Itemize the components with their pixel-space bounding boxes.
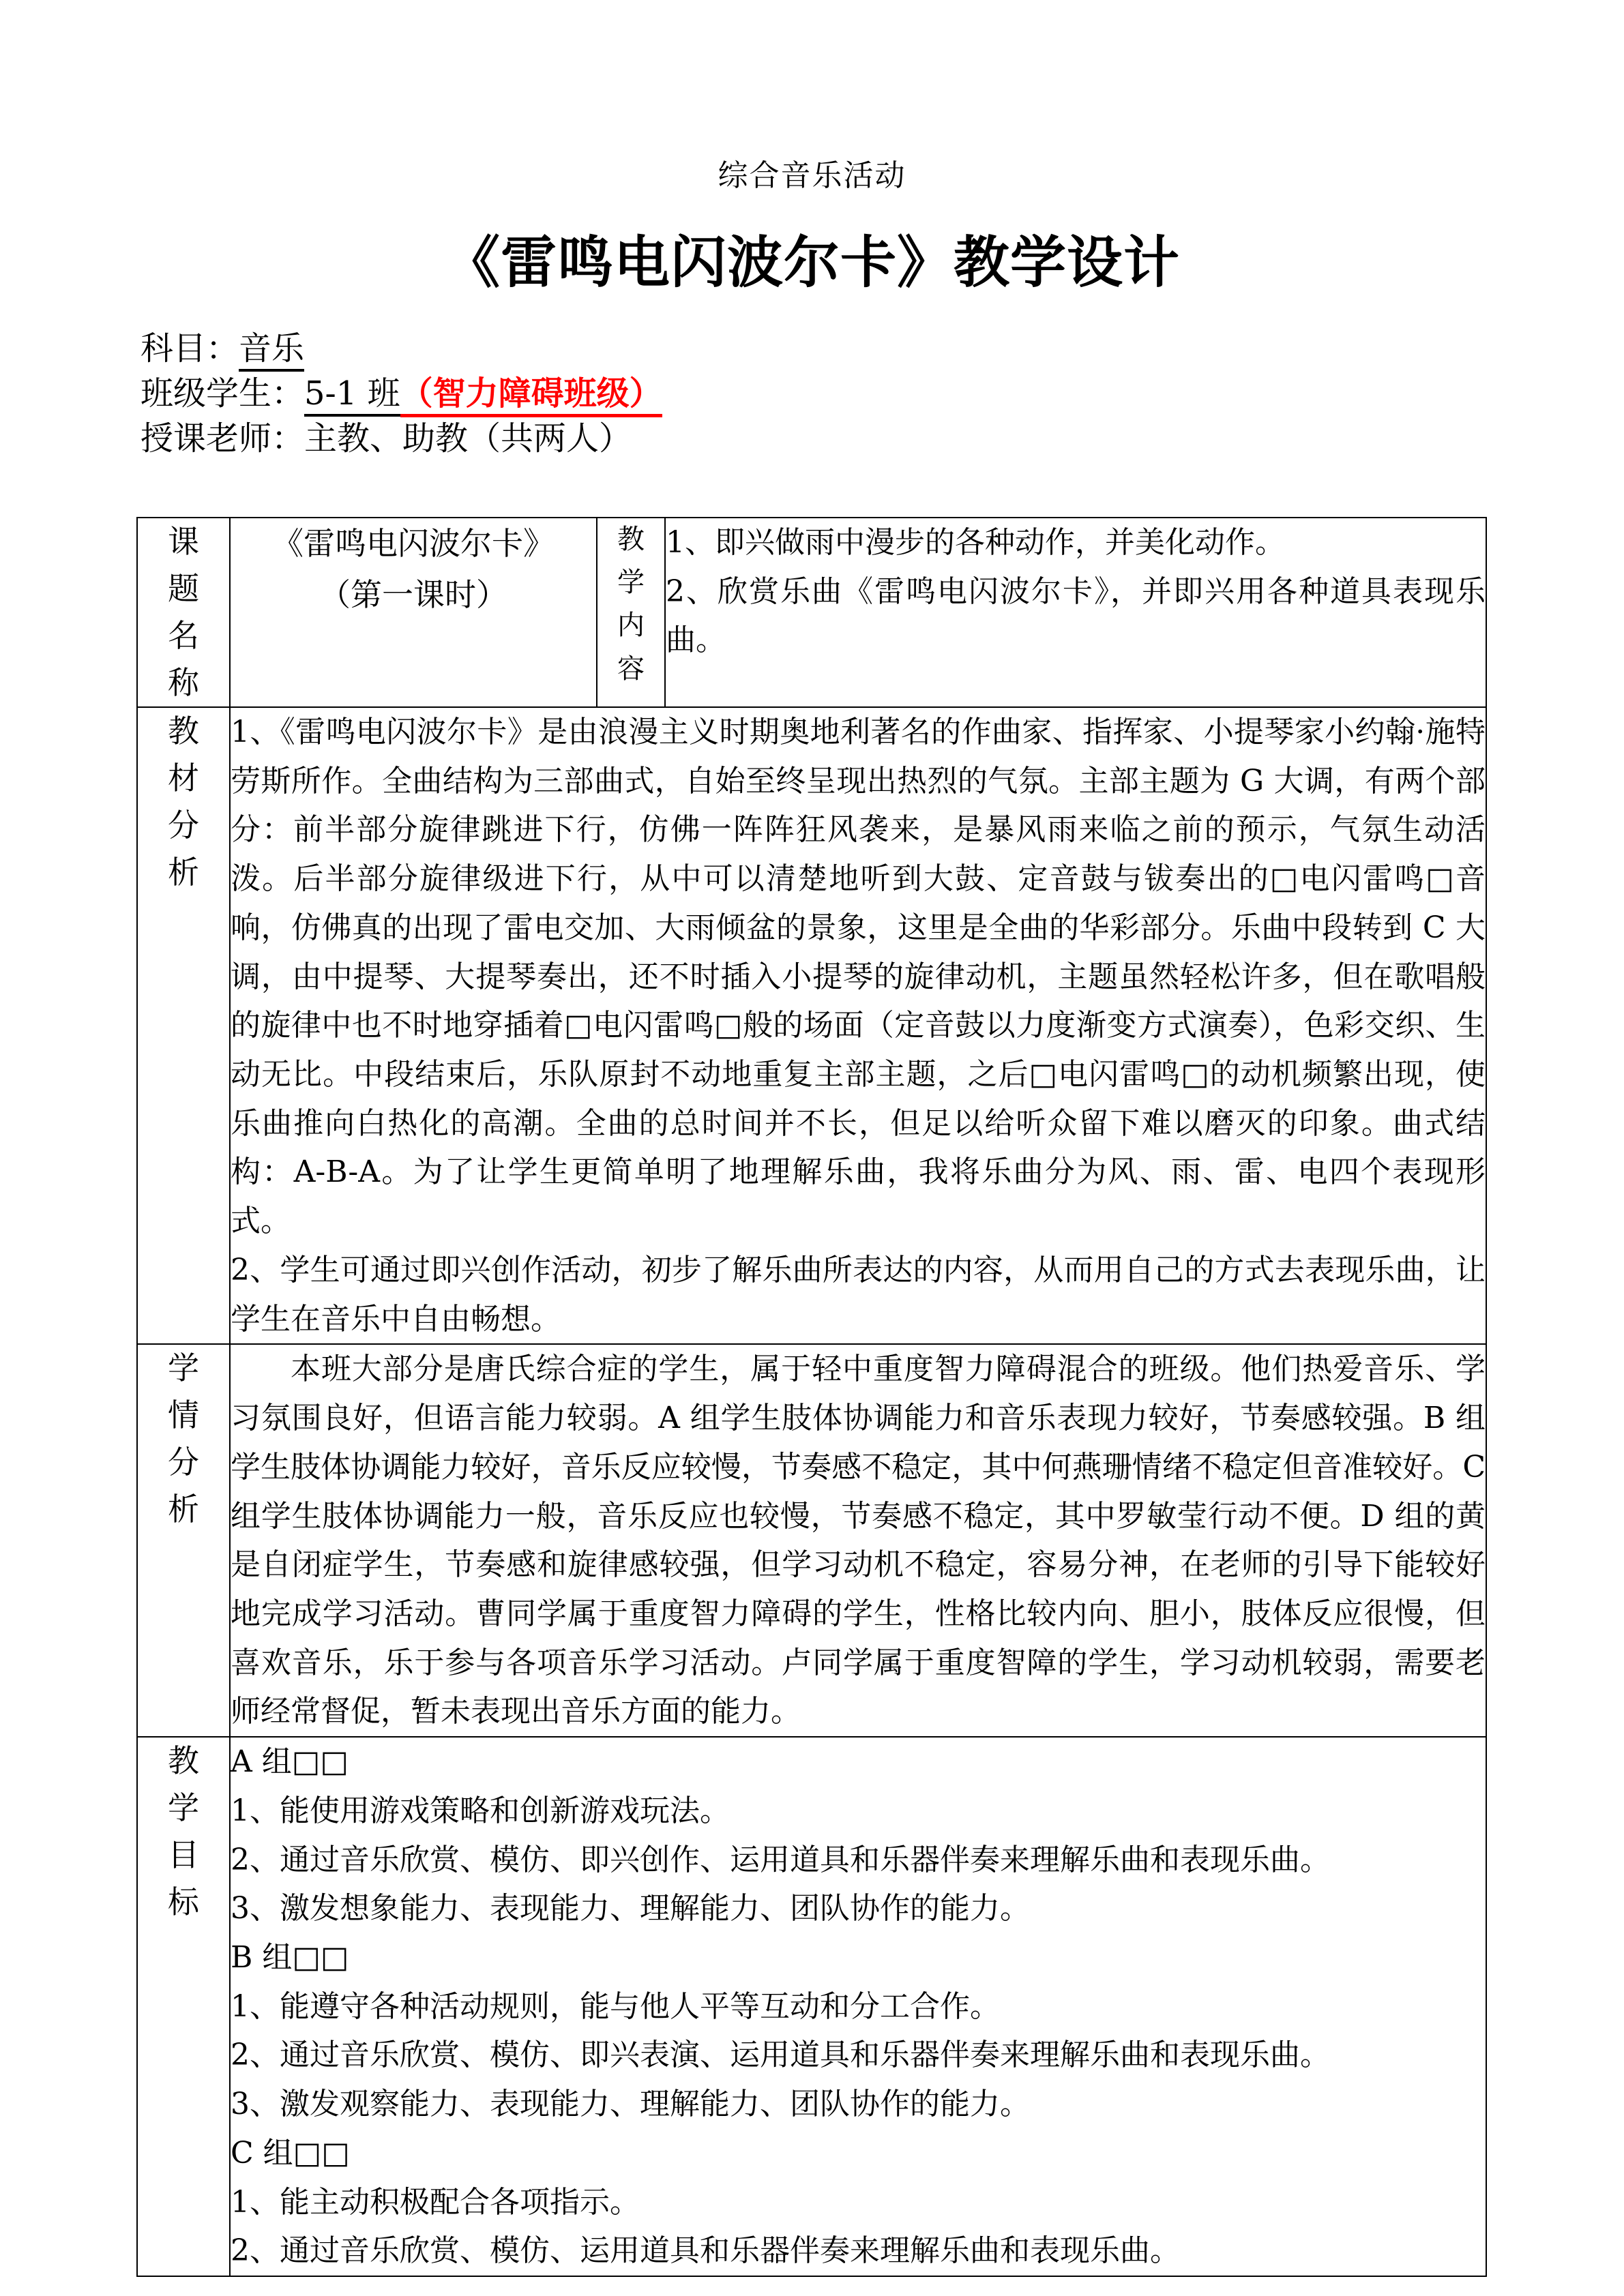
objectives-cell — [230, 1737, 1486, 2276]
material-paragraph-0: 1、《雷鸣电闪波尔卡》是由浪漫主义时期奥地利著名的作曲家、指挥家、小提琴家小约翰·施特劳斯所作。全曲结构为三部曲式，自始至终呈现出热烈的气氛。主部主题为 G 大调，有两个部分：前半部分旋律跳进下行，仿佛一阵阵狂风袭来，是暴风雨来临之前的预示，气氛生动活泼。后半部分旋律级进下行，从中可以清楚地听到大鼓、定音鼓与钹奏出的□电闪雷鸣□音响，仿佛真的出现了雷电交加、大雨倾盆的景象，这里是全曲的华彩部分。乐曲中段转到 C 大调，由中提琴、大提琴奏出，还不时插入小提琴的旋律动机，主题虽然轻松许多，但在歌唱般的旋律中也不时地穿插着□电闪雷鸣□般的场面（定音鼓以力度渐变方式演奏），色彩交织、生动无比。中段结束后，乐队原封不动地重复主部主题，之后□电闪雷鸣□的动机频繁出现，使乐曲推向白热化的高潮。全曲的总时间并不长，但足以给听众留下难以磨灭的印象。曲式结构：A-B-A。为了让学生更简单明了地理解乐曲，我将乐曲分为风、雨、雷、电四个表现形式。 — [231, 715, 1486, 1239]
topic-content-item-0: 1、即兴做雨中漫步的各种动作，并美化动作。 — [666, 525, 1285, 560]
row-label-material-char-3: 析 — [168, 854, 199, 891]
material-analysis-cell — [230, 707, 1486, 1344]
meta-teacher-label: 授课老师： — [141, 419, 305, 458]
lesson-plan-table — [136, 517, 1487, 2277]
topic-content-item-1: 2、欣赏乐曲《雷鸣电闪波尔卡》，并即兴用各种道具表现乐曲。 — [666, 573, 1486, 658]
objectives-item: 2、通过音乐欣赏、模仿、即兴表演、运用道具和乐器伴奏来理解乐曲和表现乐曲。 — [231, 2038, 1330, 2073]
objectives-group-heading: A 组□□ — [231, 1744, 349, 1780]
material-paragraph-1: 2、学生可通过即兴创作活动，初步了解乐曲所表达的内容，从而用自己的方式去表现乐曲，让学生在音乐中自由畅想。 — [231, 1252, 1486, 1337]
document-title: 《雷鸣电闪波尔卡》教学设计 — [443, 230, 1180, 295]
meta-teacher-value: 主教、助教（共两人） — [304, 419, 632, 458]
row-label-content-char-1: 学 — [617, 567, 645, 599]
row-label-content-char-0: 教 — [617, 524, 645, 555]
row-label-student-char-1: 情 — [168, 1397, 199, 1434]
row-label-student — [137, 1344, 230, 1737]
row-label-material-char-1: 材 — [168, 760, 199, 796]
meta-class-label: 班级学生： — [141, 374, 305, 413]
row-label-topic-char-1: 题 — [168, 570, 199, 607]
document-subtitle: 综合音乐活动 — [718, 158, 906, 193]
objectives-group-heading: C 组□□ — [231, 2135, 350, 2171]
row-label-content — [597, 518, 665, 707]
row-label-student-char-2: 分 — [168, 1444, 199, 1481]
meta-class-note: （智力障碍班级） — [400, 374, 662, 417]
objectives-item: 3、激发观察能力、表现能力、理解能力、团队协作的能力。 — [231, 2087, 1030, 2122]
document-meta-block — [141, 326, 1300, 462]
row-label-topic-char-2: 名 — [168, 617, 199, 654]
row-label-topic-char-3: 称 — [168, 664, 199, 701]
objectives-item: 1、能遵守各种活动规则，能与他人平等互动和分工合作。 — [231, 1988, 1000, 2024]
topic-title-line-2: （第一课时） — [319, 576, 507, 613]
row-label-material-char-2: 分 — [168, 807, 199, 844]
objectives-item: 1、能使用游戏策略和创新游戏玩法。 — [231, 1793, 730, 1828]
row-label-material — [137, 707, 230, 1344]
row-label-material-char-0: 教 — [168, 713, 199, 749]
meta-subject-label: 科目： — [141, 329, 239, 368]
row-label-content-char-3: 容 — [617, 653, 645, 685]
topic-content-cell — [665, 518, 1486, 707]
row-label-topic — [137, 518, 230, 707]
meta-subject-value: 音乐 — [239, 329, 304, 372]
objectives-group-heading: B 组□□ — [231, 1939, 349, 1975]
row-label-objectives-char-3: 标 — [168, 1883, 199, 1921]
objectives-item: 3、激发想象能力、表现能力、理解能力、团队协作的能力。 — [231, 1891, 1030, 1926]
row-label-objectives-char-1: 学 — [168, 1789, 199, 1827]
objectives-item: 2、通过音乐欣赏、模仿、运用道具和乐器伴奏来理解乐曲和表现乐曲。 — [231, 2233, 1180, 2269]
table-row-objectives — [137, 1737, 1486, 2276]
row-label-objectives-char-0: 教 — [168, 1742, 199, 1780]
row-label-student-char-3: 析 — [168, 1491, 199, 1528]
objectives-item: 1、能主动积极配合各项指示。 — [231, 2184, 640, 2220]
table-row-material — [137, 707, 1486, 1344]
student-analysis-cell — [230, 1344, 1486, 1737]
student-paragraph: 本班大部分是唐氏综合症的学生，属于轻中重度智力障碍混合的班级。他们热爱音乐、学习氛围良好，但语言能力较弱。A 组学生肢体协调能力和音乐表现力较好，节奏感较强。B 组学生肢体协调能力较好，音乐反应较慢，节奏感不稳定，其中何燕珊情绪不稳定但音准较好。C 组学生肢体协调能力一般，音乐反应也较慢，节奏感不稳定，其中罗敏莹行动不便。D 组的黄是自闭症学生，节奏感和旋律感较强，但学习动机不稳定，容易分神，在老师的引导下能较好地完成学习活动。曹同学属于重度智力障碍的学生，性格比较内向、胆小，肢体反应很慢，但喜欢音乐，乐于参与各项音乐学习活动。卢同学属于重度智障的学生，学习动机较弱，需要老师经常督促，暂未表现出音乐方面的能力。 — [231, 1352, 1486, 1729]
table-row-topic — [137, 518, 1486, 707]
row-label-objectives — [137, 1737, 230, 2276]
topic-title-cell — [230, 518, 597, 707]
topic-title-line-1: 《雷鸣电闪波尔卡》 — [272, 525, 555, 562]
meta-class-value: 5-1 班 — [304, 374, 400, 417]
meta-teacher-line — [141, 416, 1300, 461]
objectives-item: 2、通过音乐欣赏、模仿、即兴创作、运用道具和乐器伴奏来理解乐曲和表现乐曲。 — [231, 1842, 1330, 1877]
row-label-student-char-0: 学 — [168, 1350, 199, 1387]
meta-subject-line — [141, 326, 1300, 371]
row-label-topic-char-0: 课 — [168, 523, 199, 560]
meta-class-line — [141, 371, 1300, 416]
row-label-content-char-2: 内 — [617, 610, 645, 642]
row-label-objectives-char-2: 目 — [168, 1836, 199, 1874]
table-row-student — [137, 1344, 1486, 1737]
